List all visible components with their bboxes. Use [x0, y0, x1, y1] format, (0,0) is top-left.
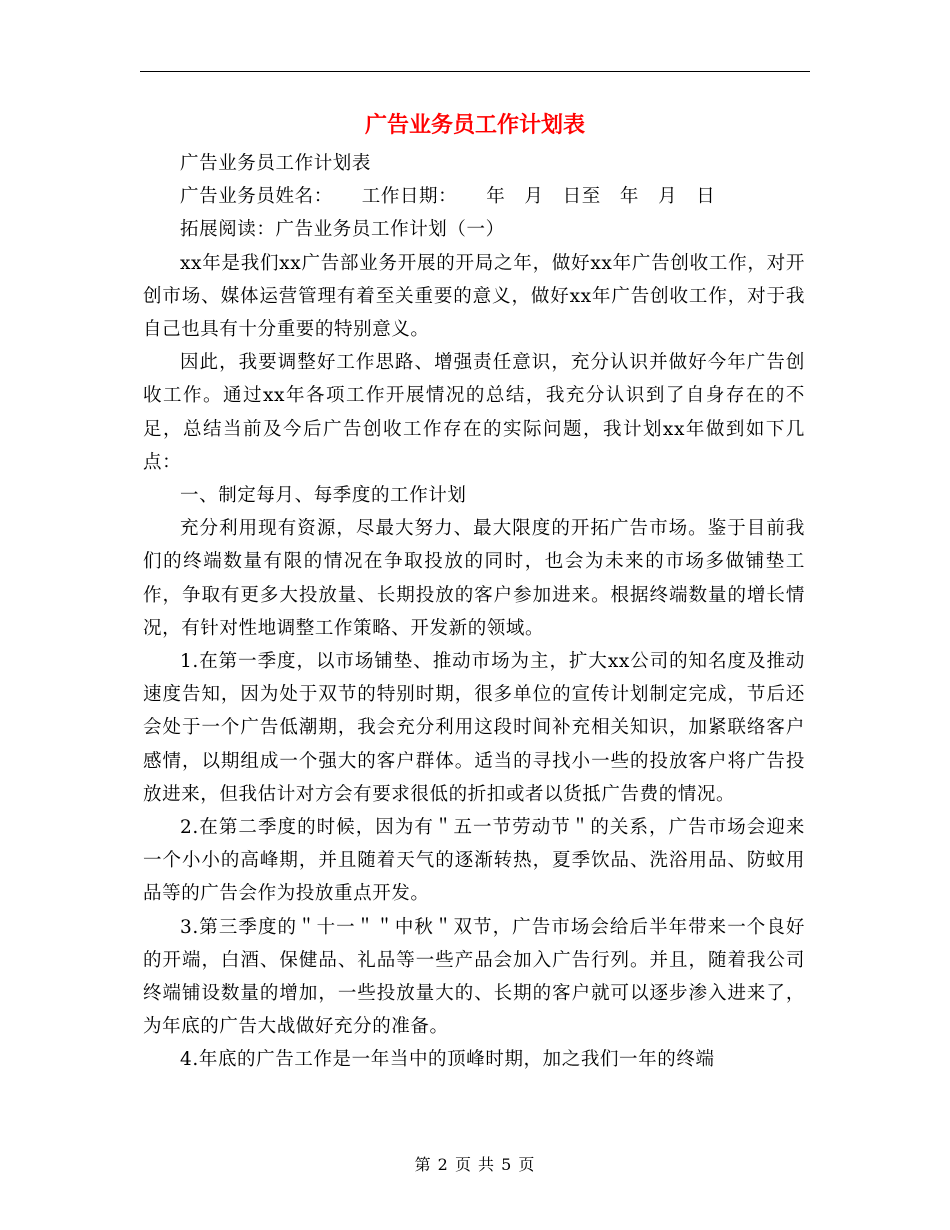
- page-number: 第 2 页 共 5 页: [414, 1155, 536, 1174]
- paragraph-intro: xx年是我们xx广告部业务开展的开局之年，做好xx年广告创收工作，对开创市场、媒体运营管理有着至关重要的意义，做好xx年广告创收工作，对于我自己也具有十分重要的特别意义。: [143, 252, 805, 341]
- paragraph-subtitle: 广告业务员工作计划表: [180, 153, 372, 174]
- paragraph-plan-overview: 因此，我要调整好工作思路、增强责任意识，充分认识并做好今年广告创收工作。通过xx年各项工作开展情况的总结，我充分认识到了自身存在的不足，总结当前及今后广告创收工作存在的实际问题，我计划xx年做到如下几点：: [143, 352, 805, 473]
- paragraph-q4: 4.年底的广告工作是一年当中的顶峰时期，加之我们一年的终端: [180, 1049, 715, 1071]
- paragraph-extended-reading: 拓展阅读：广告业务员工作计划（一）: [180, 219, 505, 241]
- paragraph-form-fields: 广告业务员姓名： 工作日期： 年 月 日至 年 月 日: [180, 186, 716, 208]
- section-heading-1: 一、制定每月、每季度的工作计划: [180, 485, 467, 507]
- document-body: [143, 147, 805, 1077]
- paragraph-q3: 3.第三季度的＂十一＂＂中秋＂双节，广告市场会给后半年带来一个良好的开端，白酒、保健品、礼品等一些产品会加入广告行列。并且，随着我公司终端铺设数量的增加，一些投放量大的、长期的客户就可以逐步渗入进来了，为年底的广告大战做好充分的准备。: [143, 916, 805, 1038]
- paragraph-q1: 1.在第一季度，以市场铺垫、推动市场为主，扩大xx公司的知名度及推动速度告知，因为处于双节的特别时期，很多单位的宣传计划制定完成，节后还会处于一个广告低潮期，我会充分利用这段时间补充相关知识，加紧联络客户感情，以期组成一个强大的客户群体。适当的寻找小一些的投放客户将广告投放进来，但我估计对方会有要求很低的折扣或者以货抵广告费的情况。: [143, 651, 805, 805]
- paragraph-q2: 2.在第二季度的时候，因为有＂五一节劳动节＂的关系，广告市场会迎来一个小小的高峰期，并且随着天气的逐渐转热，夏季饮品、洗浴用品、防蚊用品等的广告会作为投放重点开发。: [143, 817, 805, 905]
- document-title: 广告业务员工作计划表: [364, 112, 585, 138]
- paragraph-resources: 充分利用现有资源，尽最大努力、最大限度的开拓广告市场。鉴于目前我们的终端数量有限的情况在争取投放的同时，也会为未来的市场多做铺垫工作，争取有更多大投放量、长期投放的客户参加进来。根据终端数量的增长情况，有针对性地调整工作策略、开发新的领域。: [143, 518, 805, 639]
- header-rule: [140, 71, 810, 72]
